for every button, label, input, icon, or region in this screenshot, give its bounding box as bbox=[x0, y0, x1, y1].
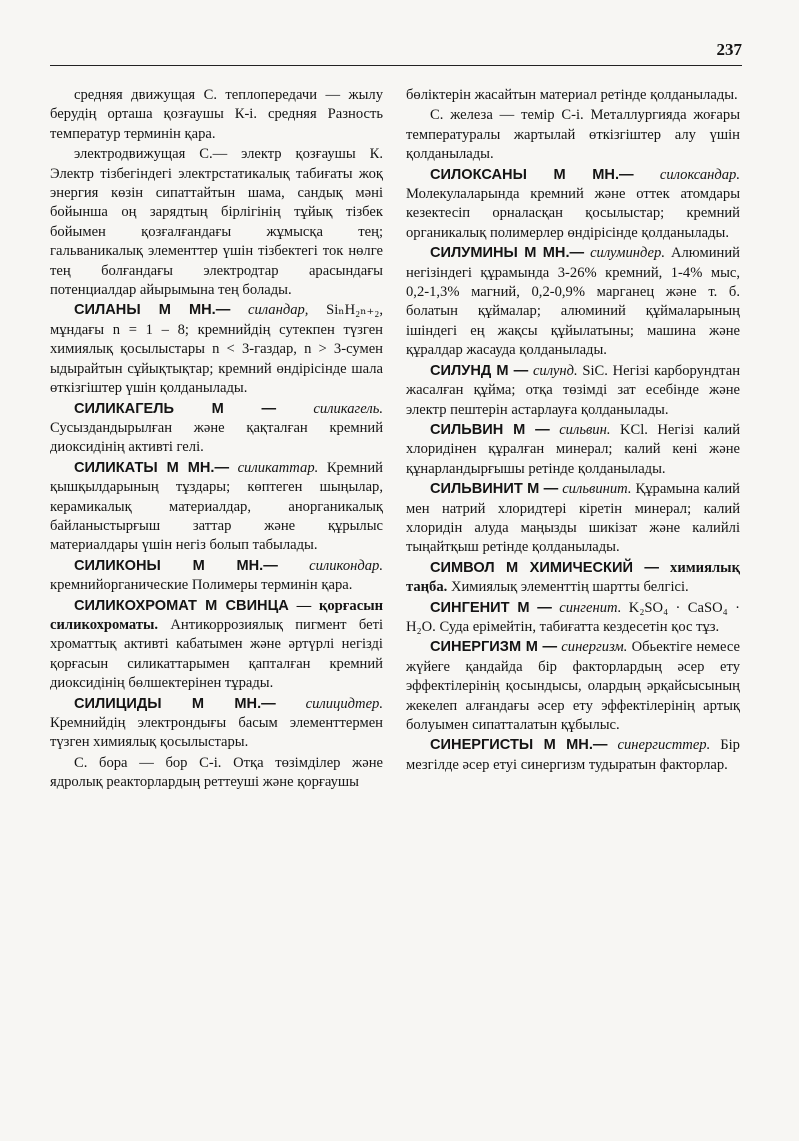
entry-translation: синергизм. bbox=[561, 639, 628, 656]
entry-translation: силикагель. bbox=[313, 400, 383, 417]
entry-text: Химиялық элементтің шартты белгісі. bbox=[450, 579, 689, 596]
entry-text: Обьектіге немесе жүйеге қандайда бір факторлардың әсер ету эффектілерінің қосындысы, олардың әрқайсысының жекелеп алғандағы әсер ету эффектілерінің артық болуымен сипатталатын құбылыс. bbox=[406, 639, 740, 733]
dictionary-entry bbox=[50, 400, 383, 458]
entry-translation: сингенит. bbox=[559, 599, 622, 616]
entry-headword: СИЛИКАТЫ М МН.— bbox=[74, 459, 230, 476]
entry-text: средняя движущая С. теплопередачи — жылу берудің орташа қозғаушы К-і. средняя Разность температур терминін қара. bbox=[50, 87, 383, 142]
entry-text: Бір мезгілде әсер етуі синергизм тудыратын факторлар. bbox=[406, 737, 740, 773]
right-column bbox=[406, 86, 740, 776]
entry-translation: силицидтер. bbox=[305, 695, 383, 712]
entry-translation: силуминдер. bbox=[590, 245, 665, 262]
entry-text: Сусыздандырылған және қақталған кремний диоксидінің активті гелі. bbox=[50, 419, 383, 456]
dictionary-entry bbox=[406, 559, 740, 598]
entry-translation: силикондар. bbox=[309, 557, 383, 574]
left-column bbox=[50, 86, 383, 794]
dictionary-entry bbox=[406, 362, 740, 420]
entry-lead: химиялық таңба. bbox=[406, 559, 740, 596]
header-rule bbox=[50, 65, 742, 66]
dictionary-entry bbox=[50, 557, 383, 596]
entry-headword: СИЛУМИНЫ М МН.— bbox=[430, 245, 585, 262]
entry-translation: сильвинит. bbox=[562, 481, 632, 498]
entry-headword: СИЛУНД М — bbox=[430, 362, 529, 379]
entry-headword: СИЛАНЫ М МН.— bbox=[74, 302, 231, 319]
dictionary-entry bbox=[406, 421, 740, 479]
entry-headword: СИЛОКСАНЫ М МН.— bbox=[430, 166, 634, 183]
entry-translation: сильвин. bbox=[559, 421, 611, 438]
entry-headword: СИМВОЛ М ХИМИЧЕСКИЙ — bbox=[430, 559, 659, 576]
dictionary-entry bbox=[50, 145, 383, 300]
entry-headword: СИЛИЦИДЫ М МН.— bbox=[74, 695, 276, 712]
dictionary-entry bbox=[406, 736, 740, 775]
entry-translation: синергисттер. bbox=[617, 737, 711, 754]
dictionary-entry bbox=[50, 301, 383, 398]
dictionary-entry bbox=[406, 480, 740, 558]
entry-headword: СИЛЬВИН М — bbox=[430, 421, 550, 438]
entry-text: K₂SO₄ · CaSO₄ · H₂O. Суда ерімейтін, табиғатта кездесетін қос тұз. bbox=[406, 599, 741, 635]
dictionary-entry bbox=[50, 695, 383, 753]
entry-text: С. бора — бор С-і. Отқа төзімділер және ядролық реакторлардың реттеуші және қорғаушы bbox=[50, 754, 383, 791]
entry-text: Кремний қышқылдарының тұздары; көптеген шыңылар, керамикалық материалдар, анорганикалық байланыстырғыш заттар және құрылыс материалдары үшін негіз болып табылады. bbox=[50, 459, 383, 554]
page-number: 237 bbox=[716, 40, 742, 59]
entry-headword: СИНЕРГИСТЫ М МН.— bbox=[430, 737, 608, 754]
entry-translation: силоксандар. bbox=[659, 166, 740, 183]
entry-headword: СИЛЬВИНИТ М — bbox=[430, 481, 559, 498]
entry-text: С. железа — темір С-і. Металлургияда жоғары температуралы жартылай өткізгіштер алу үшін қолданылады. bbox=[406, 107, 740, 163]
dictionary-entry bbox=[406, 599, 740, 638]
entry-translation: силунд. bbox=[532, 362, 578, 379]
entry-text: Молекулаларында кремний және оттек атомдары кезектесіп орналасқан қосылыстар; кремний органикалық полимерлер өндірісінде қолданылады. bbox=[406, 186, 740, 241]
entry-text: SiC. Негізі карборундтан жасалған құйма; отқа төзімді зат есебінде және электр пештерін астарлауға қолданылады. bbox=[406, 362, 740, 418]
entry-text: SiₙH₂ₙ₊₂, мұндағы n = 1 – 8; кремнийдің сутекпен түзген химиялық қосылыстары n < 3-газдар, n > 3-сумен ыдырайтын сұйықтықтар; кремний өндірісінде шала өткізгіштер үшін қолданылады. bbox=[50, 302, 383, 397]
dictionary-entry bbox=[50, 754, 383, 793]
dictionary-entry bbox=[406, 86, 740, 105]
entry-translation: силандар, bbox=[247, 302, 309, 319]
entry-text: Антикоррозиялық пигмент беті хроматтық активті кабатымен және әртүрлі негізді қорғасын силикаттарымен қапталған кремний диоксидінің бөлшектерінен тұрады. bbox=[50, 616, 383, 692]
entry-text: электродвижущая С.— электр қозғаушы К. Электр тізбегіндегі электрстатикалық табиғаты жоқ энергия көзін сипаттайтын шама, сандық мәні бойынша оң зарядтың бірлігінің тұйық тізбек бойымен қозғалғандағы жұмысқа тең; гальваникалық элементтер үшін тізбектегі ток нөлге тең болғандағы электродтар арасындағы потенциалдар айырымына тең болады. bbox=[50, 146, 383, 299]
entry-headword: СИНГЕНИТ М — bbox=[430, 599, 552, 616]
entry-text: KCl. Негізі калий хлоридінен құралған минерал; калий кені және құнарландырғышы ретінде қолданылады. bbox=[406, 421, 741, 477]
entry-headword: СИЛИКАГЕЛЬ М — bbox=[74, 400, 277, 417]
entry-translation: силикаттар. bbox=[237, 459, 319, 476]
entry-text: Алюминий негізіндегі құрамында 3-26% кремний, 1-4% мыс, 0,2-1,3% магний, 0,2-0,9% марганец және т. б. болатын құймалар; алюминий құймаларының ішіндегі ең жақсы құйылатыны; машина және құралдар жасауда қолданылады. bbox=[406, 245, 740, 359]
entry-headword: СИЛИКОНЫ М МН.— bbox=[74, 557, 278, 574]
entry-text: Құрамына калий мен натрий хлоридтері кіретін минерал; калий хлоридін алуда маңызды шикізат және калийлі тыңайтқыш ретінде қолданылады. bbox=[406, 481, 740, 556]
entry-lead: — қорғасын силикохроматы. bbox=[50, 597, 383, 633]
dictionary-entry bbox=[406, 638, 740, 735]
dictionary-entry bbox=[406, 244, 740, 360]
entry-headword: СИЛИКОХРОМАТ М СВИНЦА bbox=[74, 597, 289, 614]
entry-text: бөліктерін жасайтын материал ретінде қолданылады. bbox=[406, 87, 738, 103]
dictionary-entry bbox=[50, 459, 383, 556]
dictionary-entry bbox=[406, 106, 740, 164]
entry-headword: СИНЕРГИЗМ М — bbox=[430, 639, 558, 656]
page-header bbox=[50, 40, 742, 68]
entry-text: кремнийорганические Полимеры терминін қара. bbox=[50, 577, 353, 594]
dictionary-entry bbox=[50, 597, 383, 694]
dictionary-entry bbox=[406, 166, 740, 244]
dictionary-entry bbox=[50, 86, 383, 144]
entry-text: Кремнийдің электрондығы басым элементтермен түзген химиялық қосылыстары. bbox=[50, 715, 383, 751]
